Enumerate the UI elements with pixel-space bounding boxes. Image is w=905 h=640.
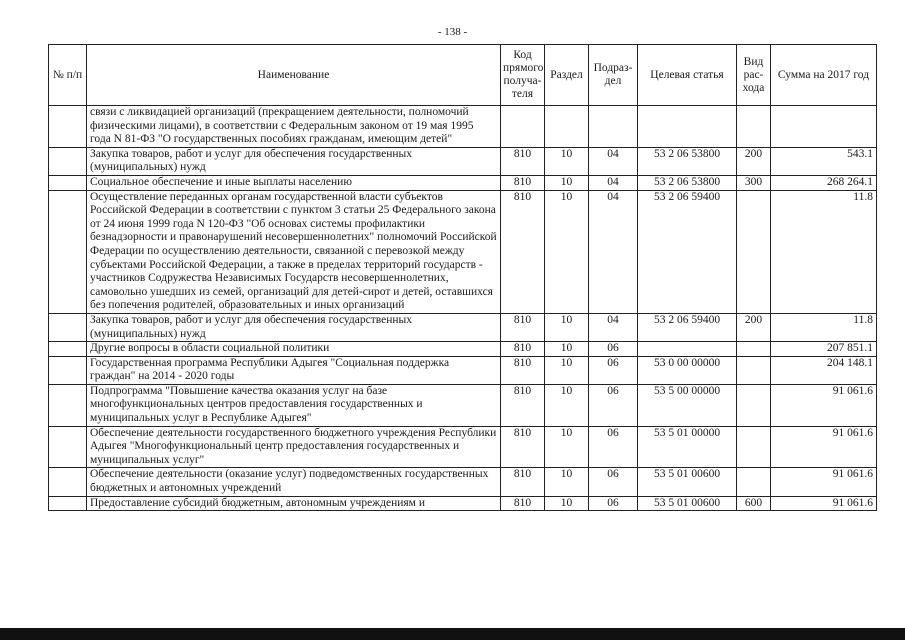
cell-type xyxy=(737,468,771,496)
cell-code: 810 xyxy=(501,175,545,190)
cell-type xyxy=(737,426,771,468)
cell-amount: 11.8 xyxy=(771,313,877,341)
cell-amount: 91 061.6 xyxy=(771,496,877,511)
cell-target: 53 0 00 00000 xyxy=(638,356,737,384)
cell-code xyxy=(501,106,545,148)
cell-num xyxy=(49,175,87,190)
scan-edge-bar xyxy=(0,628,905,640)
cell-amount: 207 851.1 xyxy=(771,342,877,357)
cell-name: Другие вопросы в области социальной политики xyxy=(87,342,501,357)
page-number: - 138 - xyxy=(437,26,468,38)
cell-type: 300 xyxy=(737,175,771,190)
table-header-row xyxy=(49,45,877,106)
cell-target xyxy=(638,106,737,148)
cell-subsection: 06 xyxy=(589,342,638,357)
cell-amount: 204 148.1 xyxy=(771,356,877,384)
cell-name: Осуществление переданных органам государственной власти субъектов Российской Федерации в соответствии с пунктом 3 статьи 25 Федерального закона от 24 июня 1999 года N 120-ФЗ "Об основах системы профилактики безнадзорности и правонарушений несовершеннолетних" полномочий Российской Федерации по осуществлению деятельности, связанной с перевозкой между субъектами Российской Федерации, а также в пределах территорий государств - участников Содружества Независимых Государств несовершеннолетних, самовольно ушедших из семей, организаций для детей-сирот и детей, оставшихся без попечения родителей, образовательных и иных организаций xyxy=(87,190,501,313)
cell-code: 810 xyxy=(501,496,545,511)
cell-subsection: 04 xyxy=(589,147,638,175)
cell-target: 53 5 01 00600 xyxy=(638,468,737,496)
table-row xyxy=(49,384,877,426)
cell-num xyxy=(49,384,87,426)
cell-name: Закупка товаров, работ и услуг для обеспечения государственных (муниципальных) нужд xyxy=(87,313,501,341)
cell-amount: 91 061.6 xyxy=(771,384,877,426)
cell-code: 810 xyxy=(501,426,545,468)
cell-subsection: 06 xyxy=(589,356,638,384)
cell-target: 53 2 06 53800 xyxy=(638,175,737,190)
cell-target xyxy=(638,342,737,357)
table-row xyxy=(49,356,877,384)
cell-section: 10 xyxy=(545,147,589,175)
table-row xyxy=(49,175,877,190)
cell-target: 53 5 00 00000 xyxy=(638,384,737,426)
cell-type: 200 xyxy=(737,147,771,175)
cell-section: 10 xyxy=(545,496,589,511)
cell-type xyxy=(737,190,771,313)
cell-subsection: 06 xyxy=(589,468,638,496)
cell-num xyxy=(49,496,87,511)
header-type: Вид рас-хода xyxy=(737,45,771,106)
cell-code: 810 xyxy=(501,468,545,496)
cell-code: 810 xyxy=(501,356,545,384)
cell-amount: 543.1 xyxy=(771,147,877,175)
header-code: Код прямого получа-теля xyxy=(501,45,545,106)
header-amount: Сумма на 2017 год xyxy=(771,45,877,106)
cell-amount: 268 264.1 xyxy=(771,175,877,190)
cell-name: Социальное обеспечение и иные выплаты населению xyxy=(87,175,501,190)
cell-name: Закупка товаров, работ и услуг для обеспечения государственных (муниципальных) нужд xyxy=(87,147,501,175)
table-row xyxy=(49,190,877,313)
table-row xyxy=(49,147,877,175)
cell-num xyxy=(49,106,87,148)
cell-code: 810 xyxy=(501,313,545,341)
cell-target: 53 5 01 00000 xyxy=(638,426,737,468)
cell-code: 810 xyxy=(501,190,545,313)
cell-code: 810 xyxy=(501,147,545,175)
cell-amount: 91 061.6 xyxy=(771,426,877,468)
cell-num xyxy=(49,313,87,341)
cell-num xyxy=(49,342,87,357)
table-row xyxy=(49,313,877,341)
cell-section: 10 xyxy=(545,384,589,426)
cell-name: Обеспечение деятельности государственного бюджетного учреждения Республики Адыгея "Многофункциональный центр предоставления государственных и муниципальных услуг" xyxy=(87,426,501,468)
header-num: № п/п xyxy=(49,45,87,106)
table-row xyxy=(49,426,877,468)
cell-type xyxy=(737,342,771,357)
cell-code: 810 xyxy=(501,342,545,357)
cell-type xyxy=(737,356,771,384)
cell-name: связи с ликвидацией организаций (прекращением деятельности, полномочий физическими лицами), в соответствии с Федеральным законом от 19 мая 1995 года N 81-ФЗ "О государственных пособиях гражданам, имеющим детей" xyxy=(87,106,501,148)
budget-table xyxy=(48,44,877,511)
cell-section xyxy=(545,106,589,148)
cell-target: 53 5 01 00600 xyxy=(638,496,737,511)
cell-section: 10 xyxy=(545,342,589,357)
cell-subsection: 06 xyxy=(589,426,638,468)
cell-type: 600 xyxy=(737,496,771,511)
cell-name: Государственная программа Республики Адыгея "Социальная поддержка граждан" на 2014 - 2020 годы xyxy=(87,356,501,384)
cell-amount: 91 061.6 xyxy=(771,468,877,496)
header-section: Раздел xyxy=(545,45,589,106)
table-row xyxy=(49,496,877,511)
cell-type xyxy=(737,106,771,148)
cell-name: Подпрограмма "Повышение качества оказания услуг на базе многофункциональных центров предоставления государственных и муниципальных услуг в Республике Адыгея" xyxy=(87,384,501,426)
cell-subsection: 04 xyxy=(589,313,638,341)
cell-name: Обеспечение деятельности (оказание услуг) подведомственных государственных бюджетных и автономных учреждений xyxy=(87,468,501,496)
cell-num xyxy=(49,426,87,468)
cell-subsection: 04 xyxy=(589,175,638,190)
cell-target: 53 2 06 53800 xyxy=(638,147,737,175)
table-row xyxy=(49,342,877,357)
cell-num xyxy=(49,356,87,384)
cell-target: 53 2 06 59400 xyxy=(638,313,737,341)
cell-subsection: 04 xyxy=(589,190,638,313)
table-row xyxy=(49,106,877,148)
cell-section: 10 xyxy=(545,468,589,496)
cell-section: 10 xyxy=(545,175,589,190)
cell-subsection: 06 xyxy=(589,384,638,426)
cell-type xyxy=(737,384,771,426)
cell-num xyxy=(49,190,87,313)
cell-type: 200 xyxy=(737,313,771,341)
cell-subsection xyxy=(589,106,638,148)
cell-amount xyxy=(771,106,877,148)
cell-target: 53 2 06 59400 xyxy=(638,190,737,313)
table-row xyxy=(49,468,877,496)
cell-name: Предоставление субсидий бюджетным, автономным учреждениям и xyxy=(87,496,501,511)
cell-section: 10 xyxy=(545,356,589,384)
cell-section: 10 xyxy=(545,313,589,341)
cell-amount: 11.8 xyxy=(771,190,877,313)
cell-section: 10 xyxy=(545,190,589,313)
cell-subsection: 06 xyxy=(589,496,638,511)
cell-num xyxy=(49,468,87,496)
cell-num xyxy=(49,147,87,175)
cell-section: 10 xyxy=(545,426,589,468)
header-target: Целевая статья xyxy=(638,45,737,106)
cell-code: 810 xyxy=(501,384,545,426)
header-subsection: Подраз-дел xyxy=(589,45,638,106)
header-name: Наименование xyxy=(87,45,501,106)
